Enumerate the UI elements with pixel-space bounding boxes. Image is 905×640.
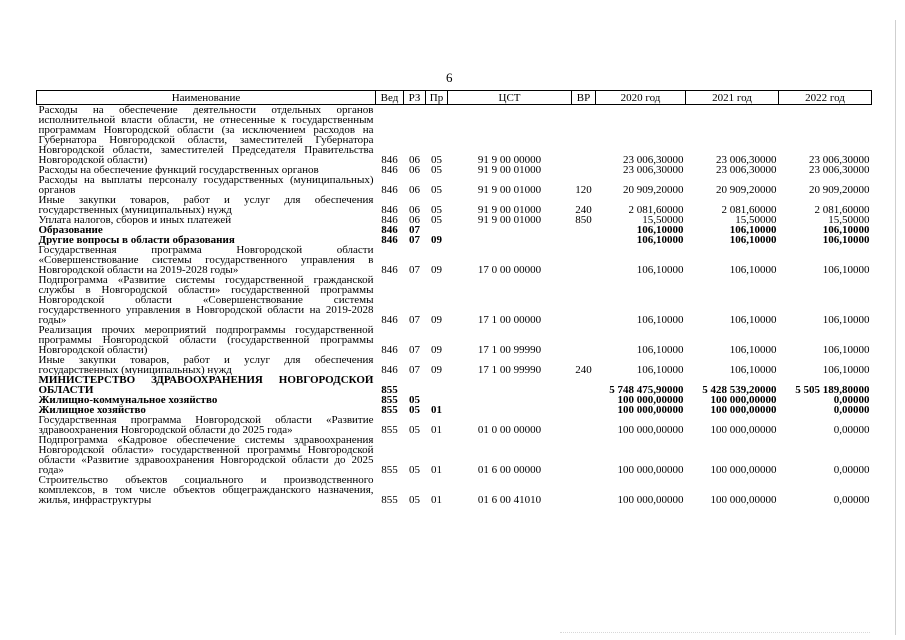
row-2022: 106,10000 xyxy=(822,225,870,235)
table-body xyxy=(37,105,872,506)
row-vr: 240 xyxy=(575,364,592,375)
row-pr: 05 xyxy=(431,154,442,165)
table-row xyxy=(37,355,872,375)
row-2020: 15,50000 xyxy=(642,215,684,225)
header-cst: ЦСТ xyxy=(448,91,572,105)
row-ved: 855 xyxy=(381,424,398,435)
row-pr: 05 xyxy=(431,184,442,195)
row-2020: 106,10000 xyxy=(636,364,684,375)
header-ved: Вед xyxy=(376,91,404,105)
row-2022: 106,10000 xyxy=(822,314,870,325)
table-row xyxy=(37,325,872,355)
row-pr xyxy=(426,395,448,405)
row-vr xyxy=(572,165,596,175)
row-2021: 100 000,00000 xyxy=(710,464,777,475)
table-header-row xyxy=(37,91,872,105)
row-ved: 855 xyxy=(381,395,398,405)
row-name: Образование xyxy=(38,225,103,235)
row-cst: 91 9 00 01000 xyxy=(477,165,542,175)
row-2021: 23 006,30000 xyxy=(716,165,777,175)
row-name: Государственная программа Новгородской области «Развитие здравоохранения Новгородской области до 2025 года» xyxy=(38,415,374,435)
row-ved: 846 xyxy=(381,184,398,195)
row-rz xyxy=(404,375,426,395)
table-row xyxy=(37,275,872,325)
row-name: Реализация прочих мероприятий подпрограммы государственной программы Новгородской области (государственной программы Новгородской области) xyxy=(38,325,374,355)
row-name: Расходы на обеспечение функций государственных органов xyxy=(38,165,319,175)
row-pr: 01 xyxy=(431,405,442,415)
row-2021: 2 081,60000 xyxy=(721,204,777,215)
row-2020: 5 748 475,90000 xyxy=(609,384,684,395)
row-ved: 855 xyxy=(381,494,398,505)
row-rz: 05 xyxy=(409,405,420,415)
row-rz: 06 xyxy=(409,184,420,195)
row-pr: 09 xyxy=(431,235,442,245)
row-2022: 106,10000 xyxy=(822,235,870,245)
row-pr: 09 xyxy=(431,344,442,355)
scan-bottom-artifact xyxy=(560,632,870,634)
row-2021: 106,10000 xyxy=(729,264,777,275)
row-rz: 06 xyxy=(409,165,420,175)
row-2021: 106,10000 xyxy=(729,235,777,245)
row-2020: 100 000,00000 xyxy=(617,405,684,415)
row-cst xyxy=(448,375,572,395)
row-2022: 106,10000 xyxy=(822,364,870,375)
row-cst: 17 1 00 99990 xyxy=(477,364,542,375)
row-vr xyxy=(572,375,596,395)
row-2020: 106,10000 xyxy=(636,344,684,355)
table-row xyxy=(37,435,872,475)
table-row xyxy=(37,405,872,415)
row-pr: 05 xyxy=(431,204,442,215)
header-2022: 2022 год xyxy=(779,91,872,105)
row-2022: 0,00000 xyxy=(833,494,870,505)
row-name: Иные закупки товаров, работ и услуг для обеспечения государственных (муниципальных) нужд xyxy=(38,195,374,215)
row-name: Государственная программа Новгородской области «Совершенствование системы государственного управления в Новгородской области на 2019-2028 годы» xyxy=(38,245,374,275)
row-rz: 06 xyxy=(409,215,420,225)
header-pr: Пр xyxy=(426,91,448,105)
row-vr xyxy=(572,235,596,245)
row-cst: 91 9 00 01000 xyxy=(477,204,542,215)
header-2020: 2020 год xyxy=(596,91,686,105)
row-vr xyxy=(572,475,596,505)
row-2021: 106,10000 xyxy=(729,344,777,355)
row-vr: 240 xyxy=(575,204,592,215)
row-pr: 09 xyxy=(431,264,442,275)
row-name: Подпрограмма «Кадровое обеспечение системы здравоохранения Новгородской области» государственной программы Новгородской области «Развитие здравоохранения Новгородской области до 2025 года» xyxy=(38,435,374,475)
page-number: 6 xyxy=(446,70,453,85)
table-row xyxy=(37,415,872,435)
row-2021: 100 000,00000 xyxy=(710,405,777,415)
row-rz: 06 xyxy=(409,154,420,165)
row-cst: 01 6 00 00000 xyxy=(477,464,542,475)
row-vr xyxy=(572,435,596,475)
row-2020: 23 006,30000 xyxy=(623,154,684,165)
row-2020: 100 000,00000 xyxy=(617,494,684,505)
row-cst: 91 9 00 01000 xyxy=(477,184,542,195)
row-cst xyxy=(448,225,572,235)
row-name: Подпрограмма «Развитие системы государственной гражданской службы в Новгородской области» государственной программы Новгородской области «Совершенствование системы государственного управления в Новгородской области на 2019-2028 годы» xyxy=(38,275,374,325)
row-2020: 100 000,00000 xyxy=(617,424,684,435)
row-name: Расходы на обеспечение деятельности отдельных органов исполнительной власти области, не отнесенные к государственным программам Новгородской области (за исключением расходов на Губернатора Новгородской области, заместителей Губернатора Новгородской области, заместителей Председателя Правительства Новгородской области) xyxy=(38,104,374,165)
row-2022: 0,00000 xyxy=(833,424,870,435)
row-2022: 5 505 189,80000 xyxy=(795,384,870,395)
row-rz: 05 xyxy=(409,424,420,435)
table-row xyxy=(37,235,872,245)
row-2020: 2 081,60000 xyxy=(628,204,684,215)
table-row xyxy=(37,175,872,195)
row-2021: 100 000,00000 xyxy=(710,494,777,505)
row-cst: 91 9 00 00000 xyxy=(477,154,542,165)
row-vr: 120 xyxy=(575,184,592,195)
row-ved: 846 xyxy=(381,364,398,375)
row-name: Жилищно-коммунальное хозяйство xyxy=(38,395,218,405)
row-2020: 23 006,30000 xyxy=(623,165,684,175)
table-row xyxy=(37,165,872,175)
row-pr: 05 xyxy=(431,215,442,225)
row-2020: 100 000,00000 xyxy=(617,395,684,405)
row-pr: 05 xyxy=(431,165,442,175)
table-row xyxy=(37,245,872,275)
row-vr xyxy=(572,325,596,355)
header-vr: ВР xyxy=(572,91,596,105)
row-2020: 20 909,20000 xyxy=(623,184,684,195)
row-ved: 846 xyxy=(381,264,398,275)
row-name: Жилищное хозяйство xyxy=(38,405,146,415)
row-vr xyxy=(572,105,596,166)
row-rz: 07 xyxy=(409,264,420,275)
row-ved: 846 xyxy=(381,154,398,165)
table-row xyxy=(37,195,872,215)
header-name: Наименование xyxy=(37,91,376,105)
row-cst: 01 6 00 41010 xyxy=(477,494,542,505)
row-2021: 106,10000 xyxy=(729,364,777,375)
row-cst: 01 0 00 00000 xyxy=(477,424,542,435)
row-vr xyxy=(572,415,596,435)
row-pr: 09 xyxy=(431,364,442,375)
row-rz: 07 xyxy=(409,364,420,375)
row-ved: 855 xyxy=(381,405,398,415)
row-name: Строительство объектов социального и производственного комплексов, в том числе объектов общегражданского назначения, жилья, инфраструктуры xyxy=(38,475,374,505)
row-vr xyxy=(572,225,596,235)
row-pr xyxy=(426,375,448,395)
row-pr xyxy=(426,225,448,235)
row-ved: 846 xyxy=(381,204,398,215)
row-rz: 06 xyxy=(409,204,420,215)
row-rz: 07 xyxy=(409,344,420,355)
row-vr xyxy=(572,245,596,275)
row-2022: 2 081,60000 xyxy=(814,204,870,215)
row-2022: 20 909,20000 xyxy=(809,184,870,195)
row-2022: 106,10000 xyxy=(822,344,870,355)
row-ved: 846 xyxy=(381,165,398,175)
row-ved: 855 xyxy=(381,464,398,475)
row-2022: 23 006,30000 xyxy=(809,165,870,175)
row-2021: 15,50000 xyxy=(735,215,777,225)
table-row xyxy=(37,395,872,405)
row-2021: 5 428 539,20000 xyxy=(702,384,777,395)
row-cst xyxy=(448,235,572,245)
row-2021: 106,10000 xyxy=(729,225,777,235)
row-vr: 850 xyxy=(575,215,592,225)
row-2022: 15,50000 xyxy=(828,215,870,225)
row-pr: 01 xyxy=(431,424,442,435)
row-name: Уплата налогов, сборов и иных платежей xyxy=(38,215,232,225)
row-vr xyxy=(572,275,596,325)
row-ved: 846 xyxy=(381,314,398,325)
row-name: МИНИСТЕРСТВО ЗДРАВООХРАНЕНИЯ НОВГОРОДСКОЙ ОБЛАСТИ xyxy=(38,375,374,395)
row-cst xyxy=(448,405,572,415)
row-2022: 0,00000 xyxy=(833,464,870,475)
row-name: Иные закупки товаров, работ и услуг для обеспечения государственных (муниципальных) нужд xyxy=(38,355,374,375)
row-2021: 23 006,30000 xyxy=(716,154,777,165)
header-2021: 2021 год xyxy=(686,91,779,105)
row-2021: 106,10000 xyxy=(729,314,777,325)
header-rz: РЗ xyxy=(404,91,426,105)
row-ved: 846 xyxy=(381,215,398,225)
row-2022: 23 006,30000 xyxy=(809,154,870,165)
row-2022: 106,10000 xyxy=(822,264,870,275)
row-rz: 05 xyxy=(409,494,420,505)
row-rz: 07 xyxy=(409,314,420,325)
row-2020: 106,10000 xyxy=(636,314,684,325)
row-2022: 0,00000 xyxy=(833,405,870,415)
row-ved: 846 xyxy=(381,235,398,245)
row-ved: 846 xyxy=(381,344,398,355)
table-row xyxy=(37,475,872,505)
table-row xyxy=(37,375,872,395)
row-pr: 01 xyxy=(431,494,442,505)
row-pr: 09 xyxy=(431,314,442,325)
row-2021: 100 000,00000 xyxy=(710,395,777,405)
row-vr xyxy=(572,395,596,405)
row-2020: 100 000,00000 xyxy=(617,464,684,475)
row-rz: 07 xyxy=(409,225,420,235)
row-2021: 20 909,20000 xyxy=(716,184,777,195)
row-cst xyxy=(448,395,572,405)
row-2022: 0,00000 xyxy=(833,395,870,405)
table-row xyxy=(37,105,872,166)
table-row xyxy=(37,225,872,235)
row-cst: 17 0 00 00000 xyxy=(477,264,542,275)
row-vr xyxy=(572,405,596,415)
row-rz: 07 xyxy=(409,235,420,245)
row-rz: 05 xyxy=(409,395,420,405)
row-2020: 106,10000 xyxy=(636,235,684,245)
row-ved: 846 xyxy=(381,225,398,235)
scan-edge-line xyxy=(895,20,896,635)
row-2020: 106,10000 xyxy=(636,264,684,275)
row-2021: 100 000,00000 xyxy=(710,424,777,435)
budget-table xyxy=(36,90,872,505)
row-cst: 17 1 00 00000 xyxy=(477,314,542,325)
row-name: Расходы на выплаты персоналу государственных (муниципальных) органов xyxy=(38,175,374,195)
row-cst: 17 1 00 99990 xyxy=(477,344,542,355)
row-name: Другие вопросы в области образования xyxy=(38,235,235,245)
row-pr: 01 xyxy=(431,464,442,475)
row-ved: 855 xyxy=(381,384,398,395)
row-rz: 05 xyxy=(409,464,420,475)
table-row xyxy=(37,215,872,225)
row-2020: 106,10000 xyxy=(636,225,684,235)
row-cst: 91 9 00 01000 xyxy=(477,215,542,225)
